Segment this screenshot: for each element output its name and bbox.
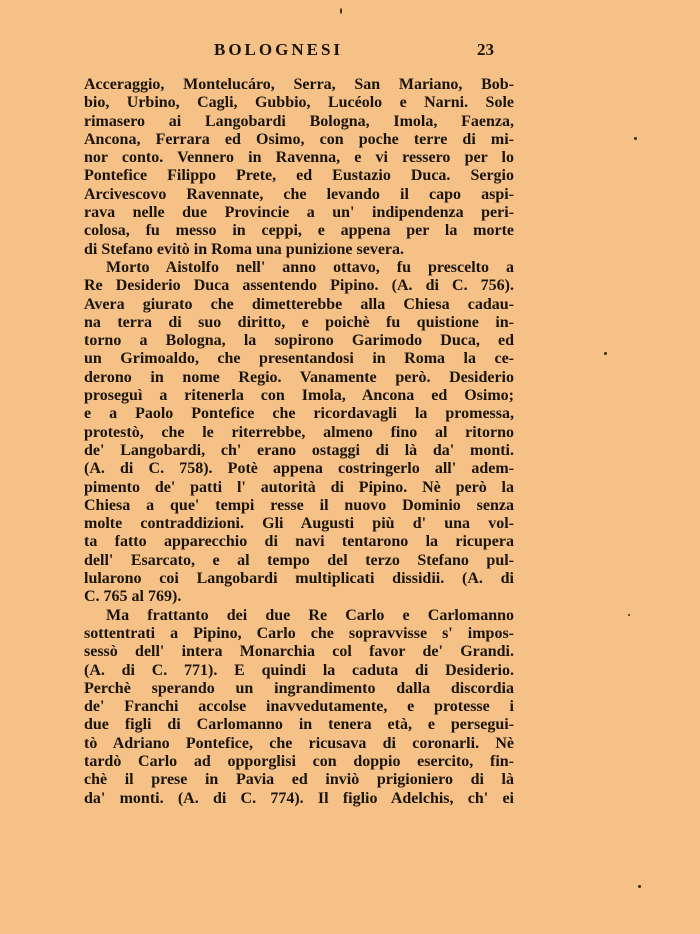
- text-line: rava nelle due Provincie a un' indipendenza peri-: [84, 204, 514, 222]
- text-line: colosa, fu messo in ceppi, e appena per la morte: [84, 222, 514, 240]
- paper-speck: [634, 137, 637, 140]
- text-line: Re Desiderio Duca assentendo Pipino. (A. di C. 756).: [84, 277, 514, 295]
- text-line: Avera giurato che dimetterebbe alla Chiesa cadau-: [84, 295, 514, 313]
- text-line: tò Adriano Pontefice, che ricusava di coronarli. Nè: [84, 734, 514, 752]
- text-line: Morto Aistolfo nell' anno ottavo, fu prescelto a: [106, 258, 514, 276]
- text-line: Perchè sperando un ingrandimento dalla discordia: [84, 679, 514, 697]
- text-line: da' monti. (A. di C. 774). Il figlio Adelchis, ch' ei: [84, 789, 514, 807]
- text-line: lularono coi Langobardi multiplicati dissidii. (A. di: [84, 570, 514, 588]
- text-line: due figli di Carlomanno in tenera età, e persegui-: [84, 716, 514, 734]
- text-line: rimasero ai Langobardi Bologna, Imola, Faenza,: [84, 112, 514, 130]
- text-line: de' Franchi accolse inavvedutamente, e protesse i: [84, 698, 514, 716]
- text-line: proseguì a ritenerla con Imola, Ancona ed Osimo;: [84, 387, 514, 405]
- text-line: un Grimoaldo, che presentandosi in Roma la ce-: [84, 350, 514, 368]
- text-line: sottentrati a Pipino, Carlo che sopravvisse s' impos-: [84, 624, 514, 642]
- text-line: pimento de' patti l' autorità di Pipino. Nè però la: [84, 478, 514, 496]
- text-line: na terra di suo diritto, e poichè fu quistione in-: [84, 313, 514, 331]
- body-text: [84, 76, 514, 808]
- page-number: 23: [477, 40, 494, 59]
- text-line: Acceraggio, Monteluсáro, Serra, San Mariano, Bob-: [84, 76, 514, 93]
- paper-speck: [604, 352, 607, 355]
- text-line: bio, Urbino, Cagli, Gubbio, Lucéolo e Narni. Sole: [84, 94, 514, 112]
- text-line: nor conto. Vennero in Ravenna, e vi ressero per lo: [84, 149, 514, 167]
- text-line: Chiesa a que' tempi resse il nuovo Dominio senza: [84, 496, 514, 514]
- text-line: protestò, che le riterrebbe, almeno fino al ritorno: [84, 423, 514, 441]
- text-line: chè il prese in Pavia ed inviò prigioniero di là: [84, 771, 514, 789]
- text-line: (A. di C. 758). Potè appena costringerlo all' adem-: [84, 460, 514, 478]
- text-line: Ancona, Ferrara ed Osimo, con poche terre di mi-: [84, 130, 514, 148]
- text-line: sessò dell' intera Monarchia col favor de' Grandi.: [84, 643, 514, 661]
- paper-speck: [628, 614, 630, 616]
- text-line: (A. di C. 771). E quindi la caduta di Desiderio.: [84, 661, 514, 679]
- running-title: BOLOGNESI: [214, 40, 344, 59]
- text-line: Arcivescovo Ravennate, che levando il capo aspi-: [84, 185, 514, 203]
- text-line: tardò Carlo ad opporglisi con doppio esercito, fin-: [84, 752, 514, 770]
- text-line: Ma frattanto dei due Re Carlo e Carlomanno: [106, 606, 514, 624]
- text-line: Pontefice Filippo Prete, ed Eustazio Duca. Sergio: [84, 167, 514, 185]
- page-header: [84, 40, 494, 64]
- text-line: torno a Bologna, la sopirono Garimodo Duca, ed: [84, 332, 514, 350]
- text-line: C. 765 al 769).: [84, 588, 182, 606]
- text-line: e a Paolo Pontefice che ricordavagli la promessa,: [84, 405, 514, 423]
- text-line: ta fatto apparecchio di navi tentarono la ricupera: [84, 533, 514, 551]
- text-line: dell' Esarcato, e al tempo del terzo Stefano pul-: [84, 551, 514, 569]
- text-line: de' Langobardi, ch' erano ostaggi di là da' monti.: [84, 441, 514, 459]
- text-line: molte contraddizioni. Gli Augusti più d' una vol-: [84, 515, 514, 533]
- paper-speck: [340, 8, 342, 14]
- paper-speck: [638, 885, 641, 888]
- text-line: derono in nome Regio. Vanamente però. Desiderio: [84, 368, 514, 386]
- text-line: di Stefano evitò in Roma una punizione severa.: [84, 240, 405, 258]
